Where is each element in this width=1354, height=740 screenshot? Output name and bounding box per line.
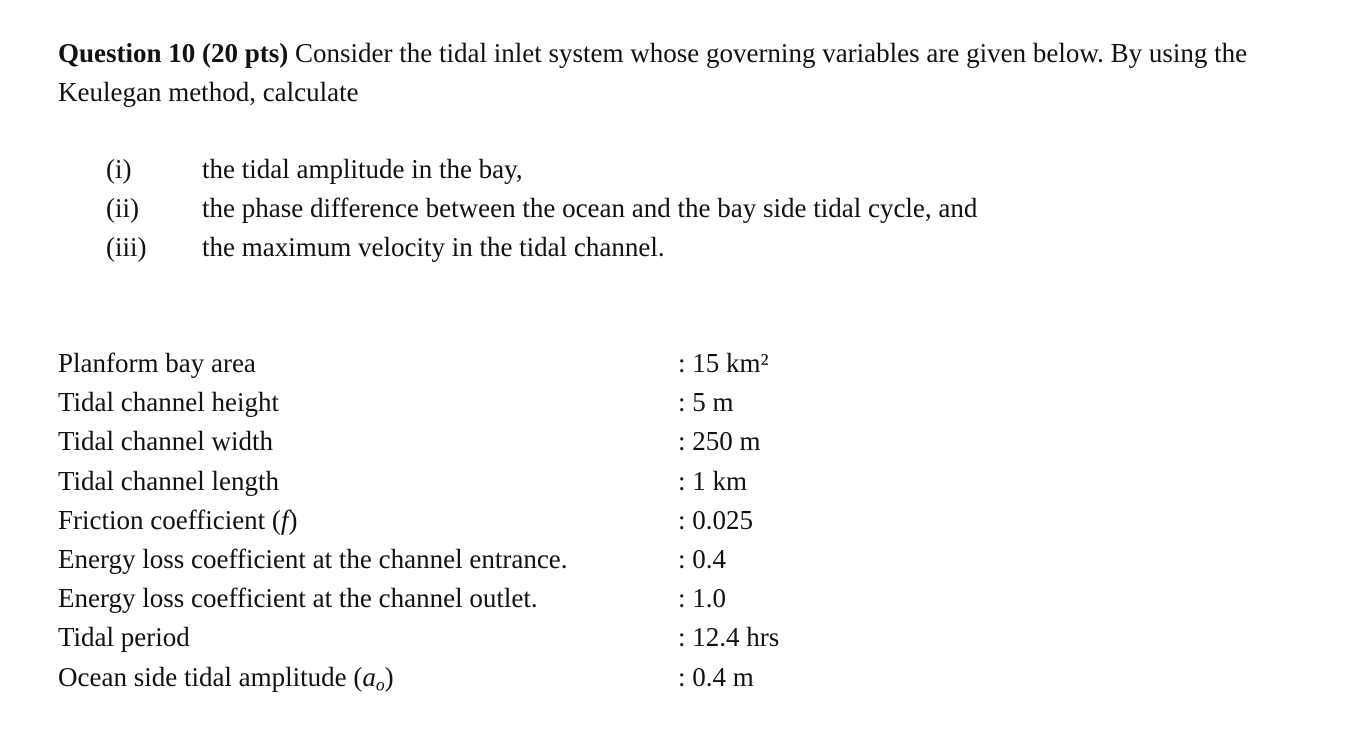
variable-value: : 12.4 hrs bbox=[678, 622, 780, 653]
variable-row bbox=[58, 618, 779, 657]
task-item bbox=[106, 150, 977, 189]
amplitude-symbol bbox=[362, 662, 384, 692]
question-label: Question 10 (20 pts) bbox=[58, 38, 289, 68]
task-item bbox=[106, 228, 977, 267]
variable-name: Tidal channel width bbox=[58, 426, 273, 457]
question-prompt bbox=[58, 34, 1318, 112]
variable-name bbox=[58, 658, 678, 704]
task-item bbox=[106, 189, 977, 228]
task-text: the tidal amplitude in the bay, bbox=[202, 154, 523, 184]
task-list bbox=[106, 150, 977, 267]
task-text: the maximum velocity in the tidal channel. bbox=[202, 232, 665, 262]
variable-name: Tidal period bbox=[58, 622, 190, 653]
variable-name-end: ) bbox=[384, 661, 394, 692]
question-text: Consider the tidal inlet system whose governing variables are given below. By using the Keulegan method, calculate bbox=[58, 38, 1248, 107]
variable-name: Tidal channel height bbox=[58, 387, 279, 418]
variable-value: : 0.025 bbox=[678, 504, 754, 535]
variable-table bbox=[58, 344, 779, 697]
variable-value: : 1 km bbox=[678, 465, 748, 496]
amplitude-symbol-base: a bbox=[362, 661, 376, 692]
variable-value: : 1.0 bbox=[678, 583, 727, 614]
variable-name-text: Friction coefficient ( bbox=[58, 504, 281, 535]
task-number: (i) bbox=[106, 154, 132, 184]
variable-row bbox=[58, 658, 779, 697]
task-number: (ii) bbox=[106, 193, 139, 223]
variable-value: : 15 km² bbox=[678, 348, 769, 378]
task-text: the phase difference between the ocean and the bay side tidal cycle, and bbox=[202, 193, 978, 223]
variable-row bbox=[58, 383, 779, 422]
variable-row bbox=[58, 462, 779, 501]
variable-value: : 250 m bbox=[678, 426, 761, 457]
variable-name: Energy loss coefficient at the channel outlet. bbox=[58, 583, 538, 614]
variable-name-text: Ocean side tidal amplitude ( bbox=[58, 661, 363, 692]
variable-value: : 0.4 m bbox=[678, 661, 754, 692]
variable-name bbox=[58, 501, 678, 540]
task-number: (iii) bbox=[106, 232, 147, 262]
variable-name: Energy loss coefficient at the channel entrance. bbox=[58, 543, 568, 574]
amplitude-symbol-subscript: o bbox=[375, 673, 385, 694]
variable-row bbox=[58, 579, 779, 618]
variable-name: Tidal channel length bbox=[58, 465, 279, 496]
variable-row bbox=[58, 501, 779, 540]
variable-value: : 5 m bbox=[678, 387, 734, 418]
variable-name-end: ) bbox=[288, 504, 298, 535]
variable-row bbox=[58, 344, 779, 383]
variable-name: Planform bay area bbox=[58, 348, 256, 378]
friction-symbol: f bbox=[280, 504, 289, 535]
variable-row bbox=[58, 540, 779, 579]
variable-row bbox=[58, 422, 779, 461]
variable-value: : 0.4 bbox=[678, 543, 727, 574]
